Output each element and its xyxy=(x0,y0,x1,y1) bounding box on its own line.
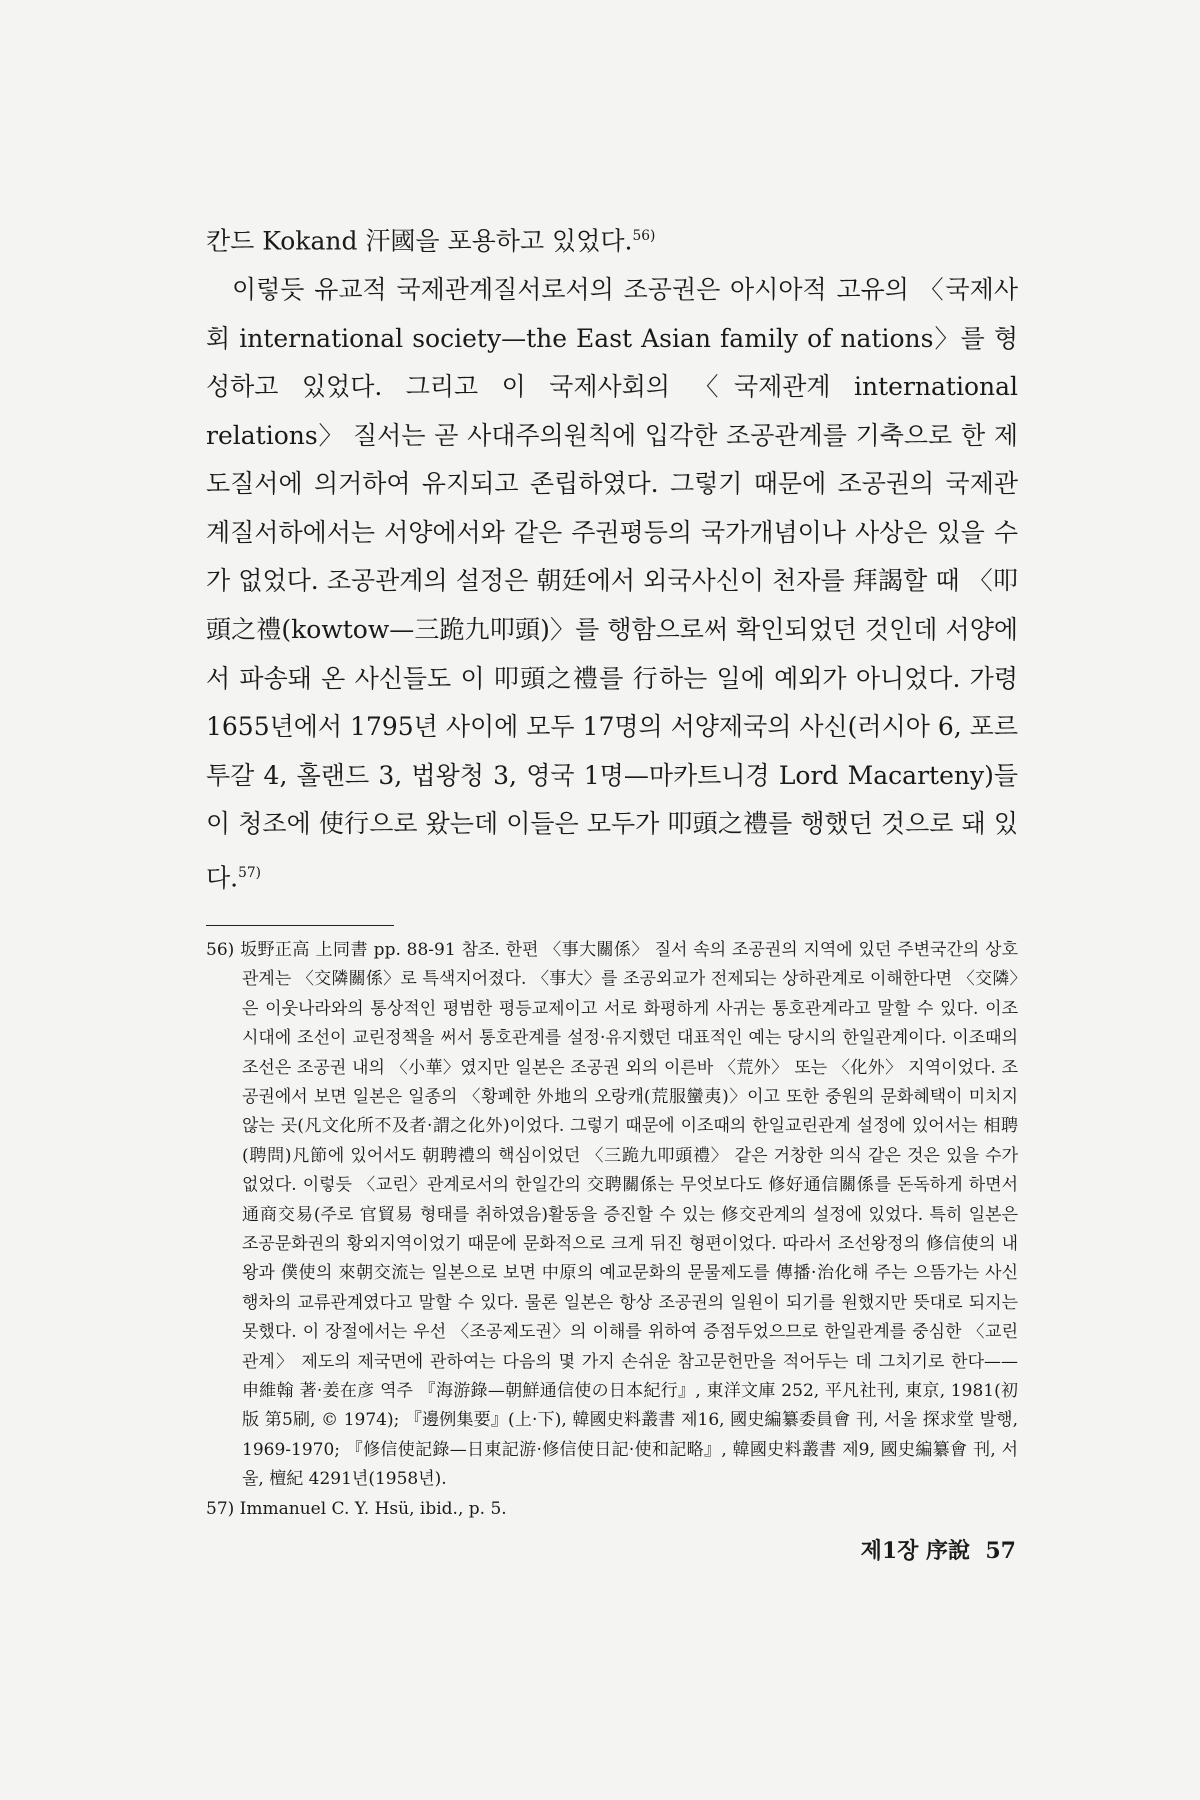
footnote-number: 57) xyxy=(206,1498,235,1519)
note-ref-57: 57) xyxy=(238,865,261,882)
paragraph-1 xyxy=(206,212,1018,266)
footnote-56 xyxy=(206,936,1018,1495)
page-number: 57 xyxy=(985,1538,1016,1564)
paragraph-2-text: 이렇듯 유교적 국제관계질서로서의 조공권은 아시아적 고유의 〈국제사회 international society—the East Asian family of nations〉를 형성하고 있었다. 그리고 이 국제사회의 〈국제관계 international relations〉 질서는 곧 사대주의원칙에 입각한 조공관계를 기축으로 한 제도질서에 의거하여 유지되고 존립하였다. 그렇기 때문에 조공권의 국제관계질서하에서는 서양에서와 같은 주권평등의 국가개념이나 사상은 있을 수가 없었다. 조공관계의 설정은 朝廷에서 외국사신이 천자를 拜謁할 때 〈叩頭之禮(kowtow—三跪九叩頭)〉를 행함으로써 확인되었던 것인데 서양에서 파송돼 온 사신들도 이 叩頭之禮를 行하는 일에 예외가 아니었다. 가령 1655년에서 1795년 사이에 모두 17명의 서양제국의 사신(러시아 6, 포르투갈 4, 홀랜드 3, 법왕청 3, 영국 1명—마카트니경 Lord Macarteny)들이 청조에 使行으로 왔는데 이들은 모두가 叩頭之禮를 행했던 것으로 돼 있다. xyxy=(206,274,1018,893)
footnote-number: 56) xyxy=(206,939,235,960)
footnote-57 xyxy=(206,1495,1018,1524)
running-footer xyxy=(861,1534,1016,1565)
chapter-label: 제1장 序說 xyxy=(860,1538,971,1564)
page xyxy=(206,212,1018,1524)
note-ref-56: 56) xyxy=(632,228,656,244)
footnote-rule xyxy=(206,925,394,926)
footnote-text: 坂野正高 上同書 pp. 88-91 참조. 한편 〈事大關係〉 질서 속의 조공권의 지역에 있던 주변국간의 상호관계는 〈交隣關係〉로 특색지어졌다. 〈事大〉를 조공외교가 전제되는 상하관계로 이해한다면 〈交隣〉은 이웃나라와의 통상적인 평범한 평등교제이고 서로 화평하게 사귀는 통호관계라고 말할 수 있다. 이조시대에 조선이 교린정책을 써서 통호관계를 설정·유지했던 대표적인 예는 당시의 한일관계이다. 이조때의 조선은 조공권 내의 〈小華〉였지만 일본은 조공권 외의 이른바 〈荒外〉 또는 〈化外〉 지역이었다. 조공권에서 보면 일본은 일종의 〈황폐한 外地의 오랑캐(荒服蠻夷)〉이고 또한 중원의 문화혜택이 미치지 않는 곳(凡文化所不及者·謂之化外)이었다. 그렇기 때문에 이조때의 한일교린관계 설정에 있어서는 相聘(聘問)凡節에 있어서도 朝聘禮의 핵심이었던 〈三跪九叩頭禮〉 같은 거창한 의식 같은 것은 있을 수가 없었다. 이렇듯 〈교린〉관계로서의 한일간의 交聘關係는 무엇보다도 修好通信關係를 돈독하게 하면서 通商交易(주로 官貿易 형태를 취하였음)활동을 증진할 수 있는 修交관계의 설정에 있었다. 특히 일본은 조공문화권의 황외지역이었기 때문에 문화적으로 크게 뒤진 형편이었다. 따라서 조선왕정의 修信使의 내왕과 僕使의 來朝交流는 일본으로 보면 中原의 예교문화의 문물제도를 傳播·治化해 주는 으뜸가는 사신행차의 교류관계였다고 말할 수 있다. 물론 일본은 항상 조공권의 일원이 되기를 원했지만 뜻대로 되지는 못했다. 이 장절에서는 우선 〈조공제도권〉의 이해를 위하여 증점두었으므로 한일관계를 중심한 〈교린관계〉 제도의 제국면에 관하여는 다음의 몇 가지 손쉬운 참고문헌만을 적어두는 데 그치기로 한다—— 申維翰 著·姜在彦 역주 『海游錄—朝鮮通信使の日本紀行』, 東洋文庫 252, 平凡社刊, 東京, 1981(初版 第5刷, © 1974); 『邊例集要』(上·下), 韓國史料叢書 제16, 國史編纂委員會 刊, 서울 探求堂 발행, 1969-1970; 『修信使記錄—日東記游·修信使日記·使和記略』, 韓國史料叢書 제9, 國史編纂會 刊, 서울, 檀紀 4291년(1958년). xyxy=(240,939,1018,1490)
footnotes xyxy=(206,936,1018,1524)
footnote-text: Immanuel C. Y. Hsü, ibid., p. 5. xyxy=(239,1498,507,1519)
paragraph-1-text: 칸드 Kokand 汗國을 포용하고 있었다. xyxy=(206,226,633,256)
main-text xyxy=(206,212,1018,903)
paragraph-2 xyxy=(206,266,1018,903)
